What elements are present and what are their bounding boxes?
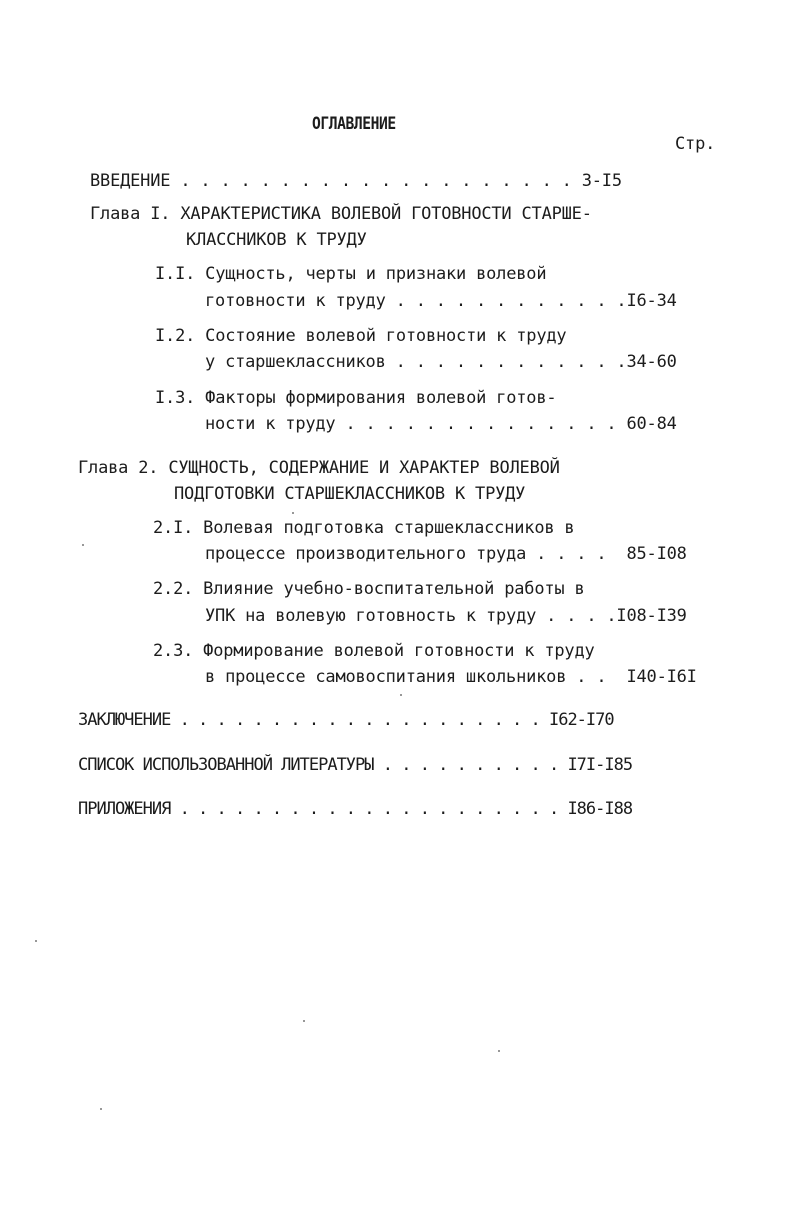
- toc-entry-appendices: ПРИЛОЖЕНИЯ . . . . . . . . . . . . . . . . . . . . . I86-I88: [78, 799, 633, 819]
- page-column-label: Стр.: [675, 134, 716, 154]
- toc-section-2-2-line-1: 2.2. Влияние учебно-воспитательной работы в: [153, 579, 585, 599]
- scan-speck: [82, 544, 84, 546]
- scan-speck: [303, 1020, 305, 1022]
- toc-title: ОГЛАВЛЕНИЕ: [312, 114, 396, 134]
- toc-section-2-1-line-2: процессе производительного труда . . . . 85-I08: [205, 544, 687, 564]
- toc-chapter-1-title-line-2: КЛАССНИКОВ К ТРУДУ: [186, 230, 367, 250]
- toc-entry-conclusion: ЗАКЛЮЧЕНИЕ . . . . . . . . . . . . . . . . . . . . I62-I70: [78, 710, 614, 730]
- toc-section-1-3-line-2: ности к труду . . . . . . . . . . . . . . 60-84: [205, 414, 677, 434]
- scan-speck: [292, 512, 294, 514]
- toc-section-1-2-line-1: I.2. Состояние волевой готовности к труду: [155, 326, 567, 346]
- toc-section-2-3-line-1: 2.3. Формирование волевой готовности к труду: [153, 641, 595, 661]
- scan-speck: [400, 694, 402, 696]
- toc-chapter-1-title-line-1: Глава I. ХАРАКТЕРИСТИКА ВОЛЕВОЙ ГОТОВНОСТИ СТАРШЕ-: [90, 204, 592, 224]
- toc-section-2-3-line-2: в процессе самовоспитания школьников . . I40-I6I: [205, 667, 697, 687]
- toc-chapter-2-title-line-1: Глава 2. СУЩНОСТЬ, СОДЕРЖАНИЕ И ХАРАКТЕР ВОЛЕВОЙ: [78, 458, 560, 478]
- toc-entry-references: СПИСОК ИСПОЛЬЗОВАННОЙ ЛИТЕРАТУРЫ . . . . . . . . . . I7I-I85: [78, 755, 633, 775]
- scan-speck: [498, 1050, 500, 1052]
- toc-chapter-2-title-line-2: ПОДГОТОВКИ СТАРШЕКЛАССНИКОВ К ТРУДУ: [174, 484, 526, 504]
- toc-entry-intro: ВВЕДЕНИЕ . . . . . . . . . . . . . . . . . . . . 3-I5: [90, 171, 622, 191]
- scan-speck: [100, 1108, 102, 1110]
- scan-speck: [35, 940, 37, 942]
- toc-section-2-2-line-2: УПК на волевую готовность к труду . . . .I08-I39: [205, 606, 687, 626]
- toc-section-1-1-line-2: готовности к труду . . . . . . . . . . . .I6-34: [205, 291, 677, 311]
- toc-section-1-1-line-1: I.I. Сущность, черты и признаки волевой: [155, 264, 547, 284]
- toc-section-1-2-line-2: у старшеклассников . . . . . . . . . . . .34-60: [205, 352, 677, 372]
- toc-section-1-3-line-1: I.3. Факторы формирования волевой готов-: [155, 388, 557, 408]
- toc-section-2-1-line-1: 2.I. Волевая подготовка старшеклассников в: [153, 518, 575, 538]
